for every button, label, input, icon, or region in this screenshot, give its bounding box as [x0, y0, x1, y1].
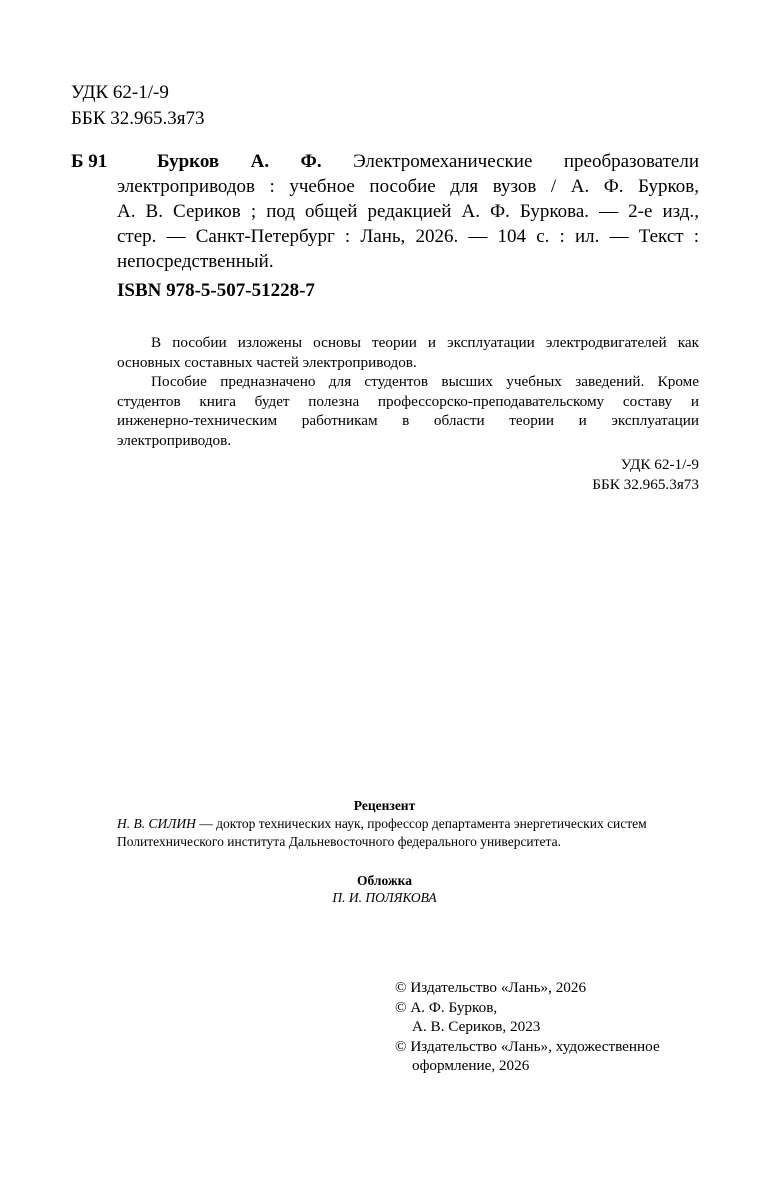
reviewer-info	[117, 815, 647, 851]
biblio-line-5: непосредственный.	[117, 251, 274, 272]
top-classification-codes	[71, 80, 204, 132]
reviewer-heading: Рецензент	[353, 798, 416, 813]
annotation-p2-line1: Пособие предназначено для студентов высших учебных заведений. Кроме	[151, 373, 699, 391]
udk-code-right: УДК 62-1/-9	[620, 456, 699, 473]
reviewer-credentials: — доктор технических наук, профессор департамента энергетических систем	[195, 816, 647, 831]
copyright-authors: © А. Ф. Бурков,	[395, 998, 498, 1016]
bbk-code-top: ББК 32.965.3я73	[71, 108, 205, 129]
title-start: Электромеханические преобразователи	[353, 151, 699, 172]
reviewer-line-2: Политехнического института Дальневосточного федерального университета.	[117, 834, 561, 849]
biblio-line-4: стер. — Санкт-Петербург : Лань, 2026. — 104 с. : ил. — Текст :	[117, 226, 699, 247]
bibliographic-description	[117, 149, 699, 274]
isbn: ISBN 978-5-507-51228-7	[117, 280, 315, 301]
biblio-line-3: А. В. Сериков ; под общей редакцией А. Ф. Буркова. — 2-е изд.,	[117, 201, 699, 222]
reviewer-line-1	[117, 815, 647, 833]
annotation-p1-line1: В пособии изложены основы теории и эксплуатации электродвигателей как	[151, 334, 699, 351]
biblio-line-2: электроприводов : учебное пособие для вузов / А. Ф. Бурков,	[117, 176, 699, 197]
udk-code-top: УДК 62-1/-9	[71, 82, 169, 103]
annotation	[117, 333, 699, 451]
annotation-p2-line3: инженерно-техническим работникам в области теории и эксплуатации	[117, 412, 699, 430]
reviewer-name: Н. В. СИЛИН	[117, 816, 196, 831]
copyright-publisher: © Издательство «Лань», 2026	[395, 979, 587, 996]
copyright-design-cont: оформление, 2026	[412, 1057, 530, 1074]
author-mark: Б 91	[71, 151, 108, 172]
copyright-authors-cont: А. В. Сериков, 2023	[412, 1018, 541, 1035]
cover-heading: Обложка	[356, 873, 412, 888]
classification-codes-right	[592, 455, 699, 495]
author-name: Бурков А. Ф.	[157, 151, 322, 172]
annotation-p1-line2: основных составных частей электроприводов.	[117, 353, 417, 371]
copyright-block	[395, 978, 660, 1076]
annotation-p2-line2: студентов книга будет полезна профессорско-преподавательскому составу и	[117, 392, 699, 410]
annotation-p2-line4: электроприводов.	[117, 431, 232, 449]
cover-designer: П. И. ПОЛЯКОВА	[332, 890, 437, 905]
copyright-design: © Издательство «Лань», художественное	[395, 1037, 660, 1055]
biblio-line-1	[117, 149, 699, 174]
bbk-code-right: ББК 32.965.3я73	[592, 476, 699, 493]
